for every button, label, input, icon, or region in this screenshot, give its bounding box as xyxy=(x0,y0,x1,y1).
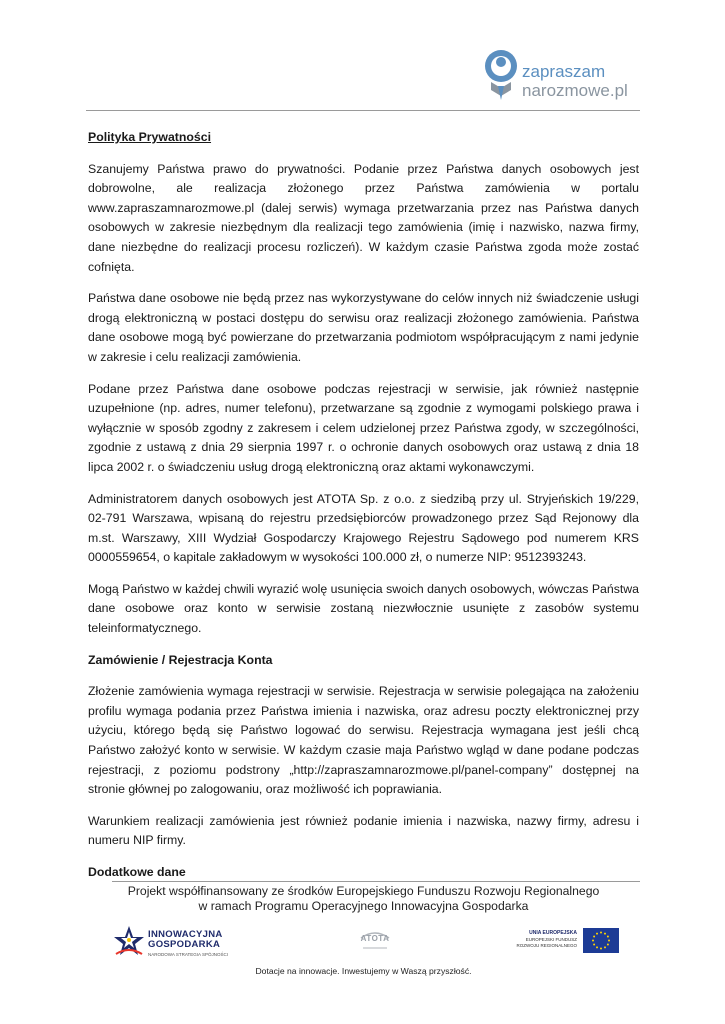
document-title: Polityka Prywatności xyxy=(88,130,212,144)
eu-logo xyxy=(515,928,619,954)
speech-bubble-person-icon xyxy=(484,48,520,104)
eu-flag-icon xyxy=(583,928,619,953)
eu-logo-line3: ROZWOJU REGIONALNEGO xyxy=(516,943,577,948)
ig-logo-line1: INNOWACYJNA xyxy=(148,929,223,940)
header-divider xyxy=(86,110,640,111)
paragraph-4: Administratorem danych osobowych jest ATOTA Sp. z o.o. z siedzibą przy ul. Stryjeńskich 19/229, 02-791 Warszawa, wpisaną do rejestru przedsiębiorców prowadzonego przez Sąd Rejonowy dla m.st. Warszawy, XIII Wydział Gospodarczy Krajowego Rejestru Sądowego pod numerem KRS 0000559654, o kapitale zakładowym w wysokości 100.000 zł, o numerze NIP: 9512393243. xyxy=(88,491,639,565)
brand-wordmark xyxy=(522,62,628,100)
eu-logo-line2: EUROPEJSKI FUNDUSZ xyxy=(525,937,577,942)
paragraph-2: Państwa dane osobowe nie będą przez nas wykorzystywane do celów innych niż świadczenie usługi drogą elektroniczną w postaci dostępu do serwisu oraz realizacji złożonego zamówienia. Państwa dane osobowe mogą być powierzane do przetwarzania podmiotom współpracującym z nami jedynie w zakresie i celu realizacji zamówienia. xyxy=(88,291,639,364)
footer-divider xyxy=(112,881,640,882)
atota-logo-text: ATOTA xyxy=(360,934,390,943)
section-heading-additional: Dodatkowe dane xyxy=(88,865,186,879)
paragraph-3: Podane przez Państwa dane osobowe podczas rejestracji w serwisie, jak również następnie uzupełnione (np. adres, numer telefonu), przetwarzane są zgodnie z wymogami polskiego prawa i wyłącznie w sposób zgodny z zakresem i celem udzielonej przez Państwa zgody, w szczególności, zgodnie z ustawą z dnia 29 sierpnia 1997 r. o ochronie danych osobowych oraz ustawą z dnia 18 lipca 2002 r. o świadczeniu usług drogą elektroniczną oraz aktami wykonawczymi. xyxy=(88,381,639,474)
eu-logo-line1: UNIA EUROPEJSKA xyxy=(529,930,577,936)
brand-logo xyxy=(484,48,628,108)
ig-logo-line2: GOSPODARKA xyxy=(148,939,221,950)
footer-funding-line1: Projekt współfinansowany ze środków Europejskiego Funduszu Rozwoju Regionalnego xyxy=(127,884,600,898)
atota-logo xyxy=(357,930,393,952)
footer-tagline: Dotacje na innowacje. Inwestujemy w Waszą przyszłość. xyxy=(255,966,472,976)
ig-logo-line3: NARODOWA STRATEGIA SPÓJNOŚCI xyxy=(148,952,229,957)
brand-name-line2: narozmowe.pl xyxy=(522,81,628,100)
footer-funding-line2: w ramach Programu Operacyjnego Innowacyjna Gospodarka xyxy=(198,899,529,913)
document-body xyxy=(88,122,639,895)
section-heading-order: Zamówienie / Rejestracja Konta xyxy=(88,652,273,667)
star-swoosh-icon xyxy=(112,924,146,960)
brand-name-line1: zapraszam xyxy=(522,62,606,81)
innowacyjna-gospodarka-logo xyxy=(112,922,242,962)
paragraph-5: Mogą Państwo w każdej chwili wyrazić wolę usunięcia swoich danych osobowych, wówczas Państwa dane osobowe oraz konto w serwisie zostaną niezwłocznie usunięte z zasobów systemu teleinformatycznego. xyxy=(88,581,639,636)
paragraph-1: Szanujemy Państwa prawo do prywatności. Podanie przez Państwa danych osobowych jest dobrowolne, ale realizacja złożonego przez Państwa zamówienia w portalu www.zapraszamnarozmowe.pl (dalej serwis) wymaga przetwarzania przez nas Państwa danych osobowych w zakresie niezbędnym dla realizacji tego zamówienia (imię i nazwisko, nazwa firmy, dane niezbędne do realizacji procesu rozliczeń). W każdym czasie Państwa zgoda może zostać cofnięta. xyxy=(88,161,639,274)
paragraph-7: Warunkiem realizacji zamówienia jest również podanie imienia i nazwiska, nazwy firmy, adresu i numeru NIP firmy. xyxy=(88,813,639,848)
paragraph-6: Złożenie zamówienia wymaga rejestracji w serwisie. Rejestracja w serwisie polegająca na założeniu profilu wymaga podania przez Państwa imienia i nazwiska, oraz adresu poczty elektronicznej przy użyciu, którego będą się Państwo logować do serwisu. Rejestracja wymagana jest jeśli chcą Państwo założyć konto w serwisie. W każdym czasie maja Państwo wgląd w dane podane podczas rejestracji, z poziomu podstrony „http://zapraszamnarozmowe.pl/panel-company” dostępnej na stronie głównej po zalogowaniu, oraz możliwość ich poprawiania. xyxy=(88,684,639,797)
eu-stars-icon xyxy=(583,928,619,953)
